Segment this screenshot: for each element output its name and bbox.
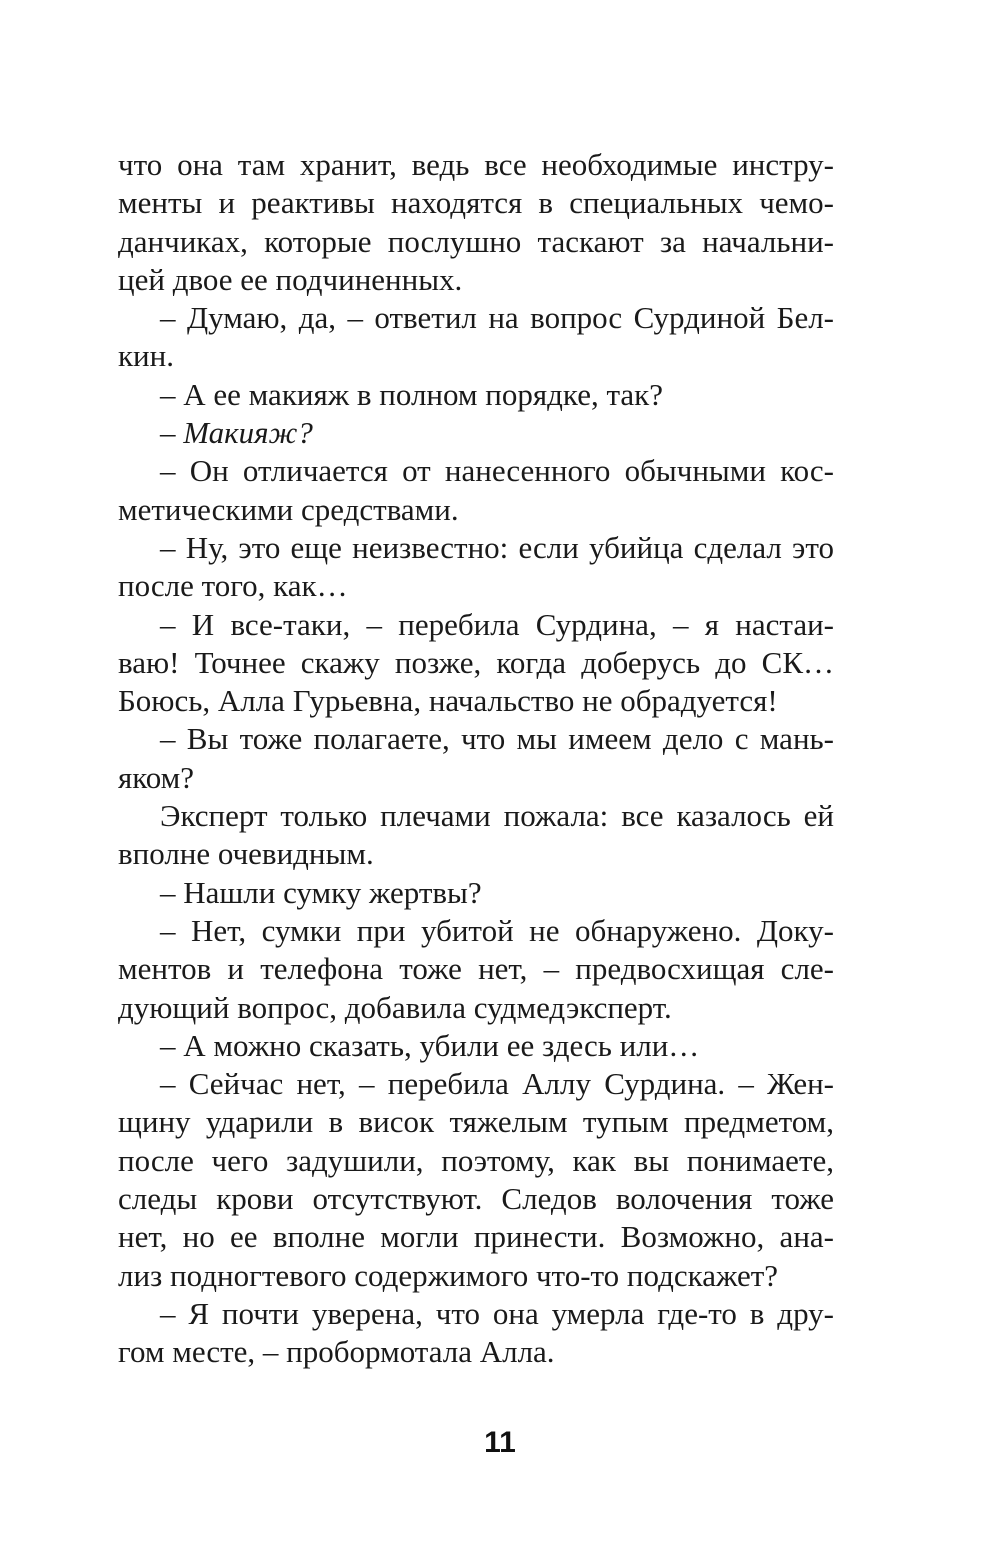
text-line: после чего задушили, поэтому, как вы понимаете, — [118, 1142, 834, 1178]
text-line: – Думаю, да, – ответил на вопрос Сурдиной Бел- — [160, 300, 834, 336]
text-line: щину ударили в висок тяжелым тупым предметом, — [118, 1104, 834, 1140]
text-line: метическими средствами. — [118, 491, 459, 527]
text-line: яком? — [118, 759, 195, 795]
text-line — [118, 414, 834, 452]
text-line: – Я почти уверена, что она умерла где-то в дру- — [160, 1295, 834, 1331]
text-line: – Нашли сумку жертвы? — [160, 874, 482, 910]
text-line: после того, как… — [118, 568, 348, 604]
text-line: цей двое ее подчиненных. — [118, 261, 463, 297]
text-line: – Он отличается от нанесенного обычными кос- — [160, 453, 834, 489]
text-line: нет, но ее вполне могли принести. Возможно, ана- — [118, 1219, 834, 1255]
text-line: вполне очевидным. — [118, 836, 374, 872]
text-line: что она там хранит, ведь все необходимые инстру- — [118, 147, 834, 182]
italic-word: Макияж? — [183, 415, 313, 451]
text-line: менты и реактивы находятся в специальных чемо- — [118, 185, 834, 221]
text-line: – Вы тоже полагаете, что мы имеем дело с мань- — [160, 721, 834, 757]
text-line: дующий вопрос, добавила судмедэксперт. — [118, 989, 672, 1025]
text-line: Эксперт только плечами пожала: все казалось ей — [160, 798, 834, 834]
body-text — [118, 146, 834, 1372]
text-line: Боюсь, Алла Гурьевна, начальство не обрадуется! — [118, 683, 778, 719]
dialogue-dash: – — [160, 415, 184, 451]
text-line: – Ну, это еще неизвестно: если убийца сделал это — [160, 529, 834, 565]
text-line: данчиках, которые послушно таскают за начальни- — [118, 223, 834, 259]
text-line: – Нет, сумки при убитой не обнаружено. Доку- — [160, 912, 834, 948]
text-line: ментов и телефона тоже нет, – предвосхищая сле- — [118, 951, 834, 987]
text-line: – А можно сказать, убили ее здесь или… — [160, 1027, 700, 1063]
text-line: – Сейчас нет, – перебила Аллу Сурдина. – Жен- — [160, 1066, 834, 1102]
text-line: гом месте, – пробормотала Алла. — [118, 1334, 555, 1370]
text-line: лиз подногтевого содержимого что-то подскажет? — [118, 1257, 779, 1293]
page-number: 11 — [484, 1426, 516, 1459]
text-line: следы крови отсутствуют. Следов волочения тоже — [118, 1181, 834, 1217]
text-line: – И все-таки, – перебила Сурдина, – я настаи- — [160, 606, 834, 642]
text-line: кин. — [118, 338, 174, 374]
text-line: ваю! Точнее скажу позже, когда доберусь до СК… — [118, 644, 834, 680]
text-line: – А ее макияж в полном порядке, так? — [160, 376, 663, 412]
